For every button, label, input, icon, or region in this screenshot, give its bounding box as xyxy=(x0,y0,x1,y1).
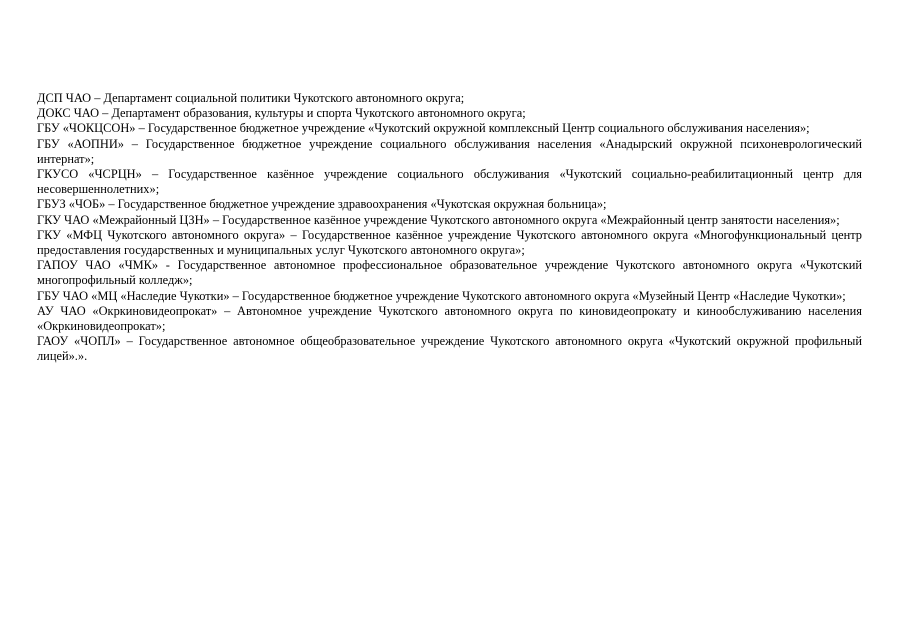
list-item-gkuso-chsrcn: ГКУСО «ЧСРЦН» – Государственное казённое учреждение социального обслуживания «Чукотский социально-реабилитационный центр для несовершеннолетних»; xyxy=(37,167,862,197)
abbreviations-list xyxy=(37,91,862,365)
list-item-gku-czn: ГКУ ЧАО «Межрайонный ЦЗН» – Государственное казённое учреждение Чукотского автономного округа «Межрайонный центр занятости населения»; xyxy=(37,212,840,227)
list-item-doks-chao: ДОКС ЧАО – Департамент образования, культуры и спорта Чукотского автономного округа; xyxy=(37,106,526,121)
list-item-gku-mfc: ГКУ «МФЦ Чукотского автономного округа» – Государственное казённое учреждение Чукотского автономного округа «Многофункциональный центр предоставления государственных и муниципальных услуг Чукотского автономного округа»; xyxy=(37,227,862,258)
list-item-gbuz-chob: ГБУЗ «ЧОБ» – Государственное бюджетное учреждение здравоохранения «Чукотская окружная больница»; xyxy=(37,197,607,212)
list-item-gbu-mc-nasledie: ГБУ ЧАО «МЦ «Наследие Чукотки» – Государственное бюджетное учреждение Чукотского автономного округа «Музейный Центр «Наследие Чукотки»; xyxy=(37,288,846,303)
list-item-gbu-aopni: ГБУ «АОПНИ» – Государственное бюджетное учреждение социального обслуживания населения «Анадырский окружной психоневрологический интернат»; xyxy=(37,136,862,166)
list-item-gapou-chmk: ГАПОУ ЧАО «ЧМК» - Государственное автономное профессиональное образовательное учреждение Чукотского автономного округа «Чукотский многопрофильный колледж»; xyxy=(37,258,862,288)
list-item-gbu-chokcson: ГБУ «ЧОКЦСОН» – Государственное бюджетное учреждение «Чукотский окружной комплексный Центр социального обслуживания населения»; xyxy=(37,121,810,136)
list-item-dsp-chao: ДСП ЧАО – Департамент социальной политики Чукотского автономного округа; xyxy=(37,91,465,105)
list-item-au-okrkinovideoprokat: АУ ЧАО «Окркиновидеопрокат» – Автономное учреждение Чукотского автономного округа по киновидеопрокату и кинообслуживанию населения «Окркиновидеопрокат»; xyxy=(37,303,862,334)
list-item-gaou-chopl: ГАОУ «ЧОПЛ» – Государственное автономное общеобразовательное учреждение Чукотского автономного округа «Чукотский окружной профильный лицей».». xyxy=(37,334,862,364)
